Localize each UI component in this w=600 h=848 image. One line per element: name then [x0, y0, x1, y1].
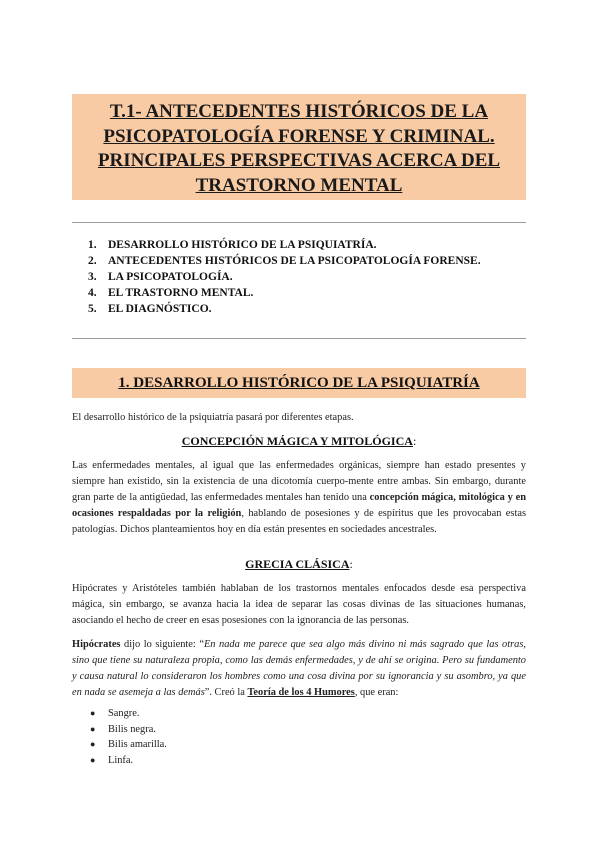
paragraph-grecia-1: Hipócrates y Aristóteles también hablaban de los trastornos mentales enfocados desde esa perspectiva mágica, sin embargo, se avanza hacia la idea de separar las cosas divinas de las situaciones humanas, asociando el hecho de creer en esas posesiones con la ignorancia de las personas. [72, 583, 526, 626]
bullet-icon: ● [90, 723, 96, 734]
toc-item: 4. EL TRASTORNO MENTAL. [88, 287, 254, 299]
list-item: ● Bilis amarilla. [90, 737, 167, 753]
toc-item-label: DESARROLLO HISTÓRICO DE LA PSIQUIATRÍA. [108, 239, 377, 251]
section-heading: 1. DESARROLLO HISTÓRICO DE LA PSIQUIATRÍA [118, 375, 480, 391]
humores-list [90, 706, 167, 768]
list-item: ● Bilis negra. [90, 722, 167, 738]
toc-item-label: LA PSICOPATOLOGÍA. [108, 271, 233, 283]
toc-item: 5. EL DIAGNÓSTICO. [88, 303, 212, 315]
toc-item: 2. ANTECEDENTES HISTÓRICOS DE LA PSICOPATOLOGÍA FORENSE. [88, 255, 481, 267]
table-of-contents [88, 237, 518, 317]
toc-item-label: ANTECEDENTES HISTÓRICOS DE LA PSICOPATOLOGÍA FORENSE. [108, 255, 481, 267]
toc-item-label: EL TRASTORNO MENTAL. [108, 287, 254, 299]
section-intro: El desarrollo histórico de la psiquiatría pasará por diferentes etapas. [72, 412, 354, 423]
toc-item-label: EL DIAGNÓSTICO. [108, 303, 212, 315]
bullet-icon: ● [90, 754, 96, 765]
document-title [72, 94, 526, 200]
list-item: ● Sangre. [90, 706, 167, 722]
paragraph-magica: Las enfermedades mentales, al igual que las enfermedades orgánicas, siempre han estado presentes y siempre han existido, sin la existencia de una dicotomía cuerpo-mente entre ambas. Sin embargo, durante gran parte de la antigüedad, las enfermedades mentales han tenido una concepción mágica, mitológica y en ocasiones respaldadas por la religión, hablando de posesiones y de espíritus que les provocaban estas patologías. Dichos planteamientos hoy en día están presentes en sociedades ancestrales. [72, 460, 527, 535]
paragraph-hipocrates: Hipócrates dijo lo siguiente: “En nada me parece que sea algo más divino ni más sagrado que las otras, sino que tiene su naturaleza propia, como las demás enfermedades, y de ahí se origina. Pero su fundamento y causa natural lo consideraron los hombres como una cosa divina por su ignorancia y su asombro, ya que en nada se asemeja a las demás”. Creó la Teoría de los 4 Humores, que eran: [72, 639, 526, 698]
list-item: ● Linfa. [90, 753, 167, 769]
title-line-1: T.1- ANTECEDENTES HISTÓRICOS DE LA [109, 101, 489, 122]
divider-top [72, 222, 526, 223]
subheading-grecia: GRECIA CLÁSICA: [245, 557, 353, 571]
section-heading-box [72, 368, 526, 398]
title-line-4: TRASTORNO MENTAL [195, 174, 403, 196]
subheading-magica: CONCEPCIÓN MÁGICA Y MITOLÓGICA: [181, 434, 417, 448]
bullet-icon: ● [90, 708, 96, 718]
bullet-icon: ● [90, 739, 96, 749]
toc-item: 1. DESARROLLO HISTÓRICO DE LA PSIQUIATRÍA. [88, 239, 377, 251]
title-line-2: PSICOPATOLOGÍA FORENSE Y CRIMINAL. [103, 125, 495, 147]
divider-bottom [72, 338, 526, 339]
title-line-3: PRINCIPALES PERSPECTIVAS ACERCA DEL [97, 150, 501, 171]
toc-item: 3. LA PSICOPATOLOGÍA. [88, 271, 233, 283]
